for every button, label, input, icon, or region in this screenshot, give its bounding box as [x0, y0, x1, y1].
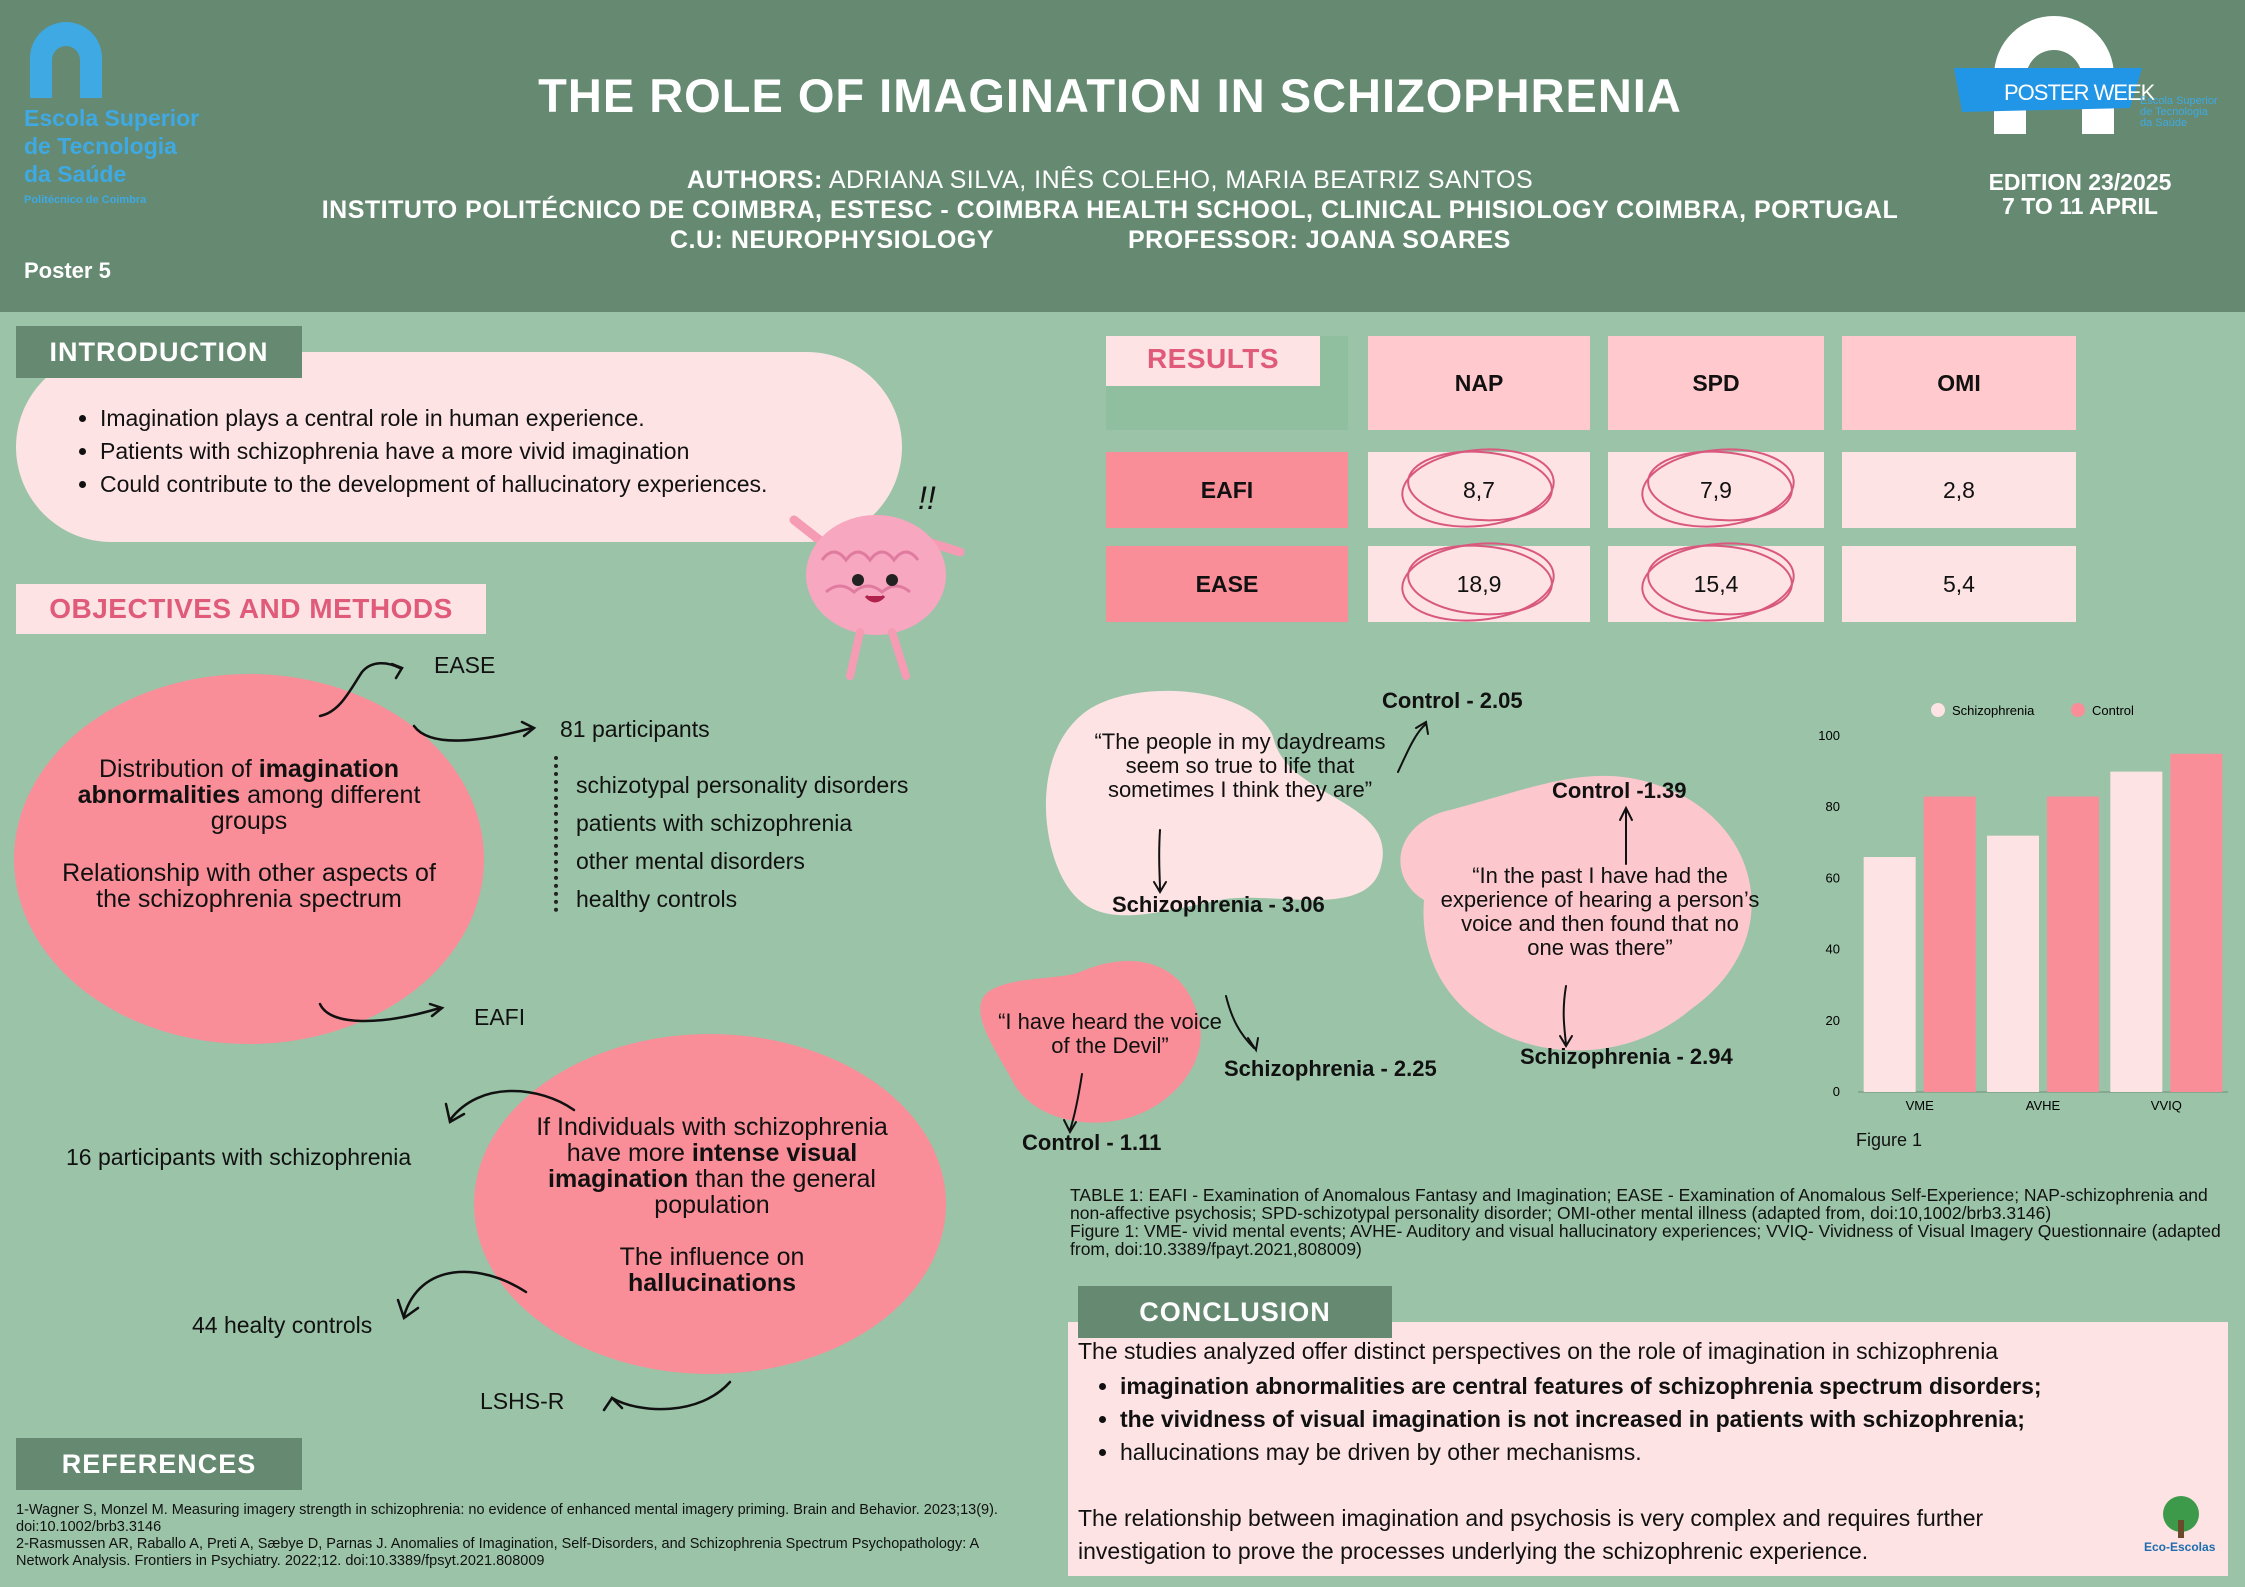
intro-item: • Could contribute to the development of hallucinatory experiences. — [100, 468, 920, 501]
methods-heading: OBJECTIVES AND METHODS — [16, 584, 486, 634]
ease-label: EASE — [434, 652, 496, 678]
pw-line-2: de Tecnologia — [2140, 106, 2208, 118]
blob1-paragraph-2: Relationship with other aspects of the schizophrenia spectrum — [62, 859, 436, 913]
quote-1: “The people in my daydreams seem so true to life that sometimes I think they are” — [1094, 729, 1386, 802]
arrow-to-controls — [404, 1272, 526, 1316]
table-header-omi: OMI — [1842, 336, 2076, 430]
figure-caption: Figure 1: VME- vivid mental events; AVHE- Auditory and visual hallucinatory experiences; VVIQ- Vividness of Visual Imagery Questionnaire (adapted from, doi:10.3389/fpayt.2021,808009) — [1070, 1221, 2221, 1259]
blob2-text-post: than the general population — [654, 1165, 876, 1219]
arrow-to-lshs — [612, 1382, 730, 1409]
conclusion-item: • the vividness of visual imagination is not increased in patients with schizophrenia; — [1120, 1403, 2160, 1436]
references-heading: REFERENCES — [16, 1438, 302, 1490]
table-cell: 8,7 — [1368, 452, 1590, 528]
label-q3-schizophrenia: Schizophrenia - 2.25 — [1224, 1056, 1437, 1081]
quote-2: “In the past I have had the experience of hearing a person’s voice and then found that no one was there” — [1440, 863, 1760, 960]
y-tick-label: 0 — [1832, 1084, 1840, 1099]
label-q3-control: Control - 1.11 — [1022, 1130, 1162, 1155]
table-header-spd: SPD — [1608, 336, 1824, 430]
y-tick-label: 100 — [1818, 728, 1840, 743]
references-list — [16, 1502, 1026, 1570]
eco-escolas-label: Eco-Escolas — [2144, 1540, 2216, 1554]
conclusion-heading: CONCLUSION — [1078, 1286, 1392, 1338]
table-caption: TABLE 1: EAFI - Examination of Anomalous Fantasy and Imagination; EASE - Examination of Anomalous Self-Experience; NAP-schizophrenia and non-affective psychosis; SPD-schizotypal personality disorder; OMI-other mental illness (adapted from, doi:10,1002/brb3.3146) — [1070, 1185, 2208, 1223]
school-line-2: de Tecnologia — [24, 133, 177, 159]
arrow-to-sz-participants — [450, 1091, 574, 1120]
table-cell: 18,9 — [1368, 546, 1590, 622]
arrow-q1-sz — [1159, 830, 1160, 890]
sz-participants-label: 16 participants with schizophrenia — [66, 1144, 412, 1170]
blob1-bold: imagination abnormalities — [77, 755, 400, 809]
group-item: healthy controls — [576, 886, 738, 912]
poster-week-logo-icon — [1954, 16, 2154, 136]
intro-item: • Imagination plays a central role in human experience. — [100, 402, 920, 435]
bar-control-avhe — [2047, 797, 2099, 1092]
label-q1-schizophrenia: Schizophrenia - 3.06 — [1112, 892, 1325, 917]
edition-text: EDITION 23/2025 — [1988, 169, 2172, 195]
group-item: schizotypal personality disorders — [576, 772, 909, 798]
bar-schizophrenia-vviq — [2110, 772, 2162, 1092]
table-row-ease-label: EASE — [1106, 546, 1348, 622]
bar-schizophrenia-avhe — [1987, 836, 2039, 1092]
pw-line-1: Escola Superior — [2140, 95, 2218, 107]
chart-x-labels — [1906, 1098, 2182, 1113]
participants-label: 81 participants — [560, 716, 710, 742]
bar-control-vme — [1924, 797, 1976, 1092]
blob2-bold: intense visual imagination — [548, 1139, 858, 1193]
chart-bars — [1864, 754, 2223, 1092]
poster-week-label: POSTER WEEK — [2004, 80, 2155, 105]
x-tick-label: VVIQ — [2150, 1098, 2182, 1113]
poster-week-school — [2140, 96, 2218, 129]
edition-block — [1960, 170, 2200, 218]
blob2-p2-bold: hallucinations — [627, 1269, 797, 1297]
chart-legend — [1931, 703, 2134, 718]
quote-blob-1 — [1046, 691, 1383, 915]
bar-chart — [1800, 690, 2240, 1150]
introduction-heading: INTRODUCTION — [16, 326, 302, 378]
label-q2-control: Control -1.39 — [1552, 778, 1687, 803]
label-q2-schizophrenia: Schizophrenia - 2.94 — [1520, 1044, 1733, 1069]
authors-names: ADRIANA SILVA, INÊS COLEHO, MARIA BEATRIZ SANTOS — [828, 166, 1534, 194]
eco-escolas-logo-icon — [2152, 1494, 2210, 1538]
highlight-circles — [1360, 440, 1840, 640]
table-row-eafi-label: EAFI — [1106, 452, 1348, 528]
x-tick-label: AVHE — [2025, 1098, 2061, 1113]
conclusion-item: • imagination abnormalities are central features of schizophrenia spectrum disorders; — [1120, 1370, 2160, 1403]
label-q1-control: Control - 2.05 — [1382, 688, 1523, 713]
course-line: C.U: NEUROPHYSIOLOGY — [670, 226, 994, 254]
professor-line: PROFESSOR: JOANA SOARES — [1128, 226, 1511, 254]
blob2-text-pre: If Individuals with schizophrenia have more — [536, 1113, 888, 1167]
figure-label: Figure 1 — [1856, 1130, 1923, 1150]
eafi-label: EAFI — [474, 1004, 526, 1030]
edition-dates: 7 TO 11 APRIL — [2002, 193, 2158, 219]
table-header-nap: NAP — [1368, 336, 1590, 430]
table-cell: 2,8 — [1842, 452, 2076, 528]
methods-arrows — [0, 0, 1000, 1460]
conclusion-list — [1094, 1370, 2160, 1469]
school-line-3: da Saúde — [24, 161, 127, 187]
arrow-q1-control — [1398, 724, 1426, 772]
arrow-to-ease — [320, 663, 400, 716]
controls-label: 44 healty controls — [192, 1312, 373, 1338]
legend-swatch-control — [2071, 703, 2085, 717]
authors-label: AUTHORS: — [686, 166, 823, 194]
reference-item: 1-Wagner S, Monzel M. Measuring imagery strength in schizophrenia: no evidence of enhanced mental imagery priming. Brain and Behavior. 2023;13(9). doi:10.1002/brb3.3146 — [16, 1502, 998, 1535]
conclusion-item: • hallucinations may be driven by other mechanisms. — [1120, 1436, 2160, 1469]
arrow-to-participants — [414, 726, 532, 741]
poster-number: Poster 5 — [24, 258, 111, 283]
table-cell: 15,4 — [1608, 546, 1824, 622]
school-line-1: Escola Superior — [24, 105, 200, 131]
reference-item: 2-Rasmussen AR, Raballo A, Preti A, Sæbye D, Parnas J. Anomalies of Imagination, Self-Disorders, and Schizophrenia Spectrum Psychopathology: A Network Analysis. Frontiers in Psychiatry. 2022;12. doi:10.3389/fpsyt.2021.808009 — [16, 1536, 979, 1569]
quote-3: “I have heard the voice of the Devil” — [998, 1009, 1222, 1058]
group-item: other mental disorders — [576, 848, 805, 874]
blob2-p2-pre: The influence on — [619, 1243, 805, 1271]
y-tick-label: 40 — [1825, 941, 1840, 957]
legend-label-control: Control — [2092, 703, 2134, 718]
group-item: patients with schizophrenia — [576, 810, 853, 836]
bar-control-vviq — [2170, 754, 2222, 1092]
conclusion-closing: The relationship between imagination and psychosis is very complex and requires further investigation to prove the processes underlying the schizophrenic experience. — [1078, 1505, 1984, 1564]
x-tick-label: VME — [1905, 1098, 1934, 1113]
institution-line: INSTITUTO POLITÉCNICO DE COIMBRA, ESTESC - COIMBRA HEALTH SCHOOL, CLINICAL PHISIOLOGY COIMBRA, PORTUGAL — [321, 196, 1899, 224]
y-tick-label: 20 — [1825, 1012, 1840, 1028]
school-subtitle: Politécnico de Coimbra — [24, 194, 147, 206]
y-tick-label: 60 — [1825, 870, 1840, 886]
pw-line-3: da Saúde — [2140, 117, 2188, 129]
arrow-to-eafi — [320, 1004, 440, 1021]
conclusion-intro: The studies analyzed offer distinct perspectives on the role of imagination in schizophrenia — [1078, 1338, 1999, 1364]
bar-schizophrenia-vme — [1864, 857, 1916, 1092]
y-tick-label: 80 — [1825, 799, 1840, 815]
intro-item: • Patients with schizophrenia have a more vivid imagination — [100, 435, 920, 468]
table-cell: 5,4 — [1842, 546, 2076, 622]
table-cell: 7,9 — [1608, 452, 1824, 528]
blob1-text-pre: Distribution of — [98, 755, 259, 783]
exclamation-marks: !! — [918, 480, 936, 516]
captions — [1070, 1186, 2230, 1258]
legend-swatch-schizophrenia — [1931, 703, 1945, 717]
blob1-text-post: among different groups — [210, 781, 421, 835]
poster-title: THE ROLE OF IMAGINATION IN SCHIZOPHRENIA — [538, 69, 1682, 122]
legend-label-schizophrenia: Schizophrenia — [1952, 703, 2035, 718]
lshs-label: LSHS-R — [480, 1388, 565, 1414]
results-heading: RESULTS — [1106, 336, 1320, 386]
